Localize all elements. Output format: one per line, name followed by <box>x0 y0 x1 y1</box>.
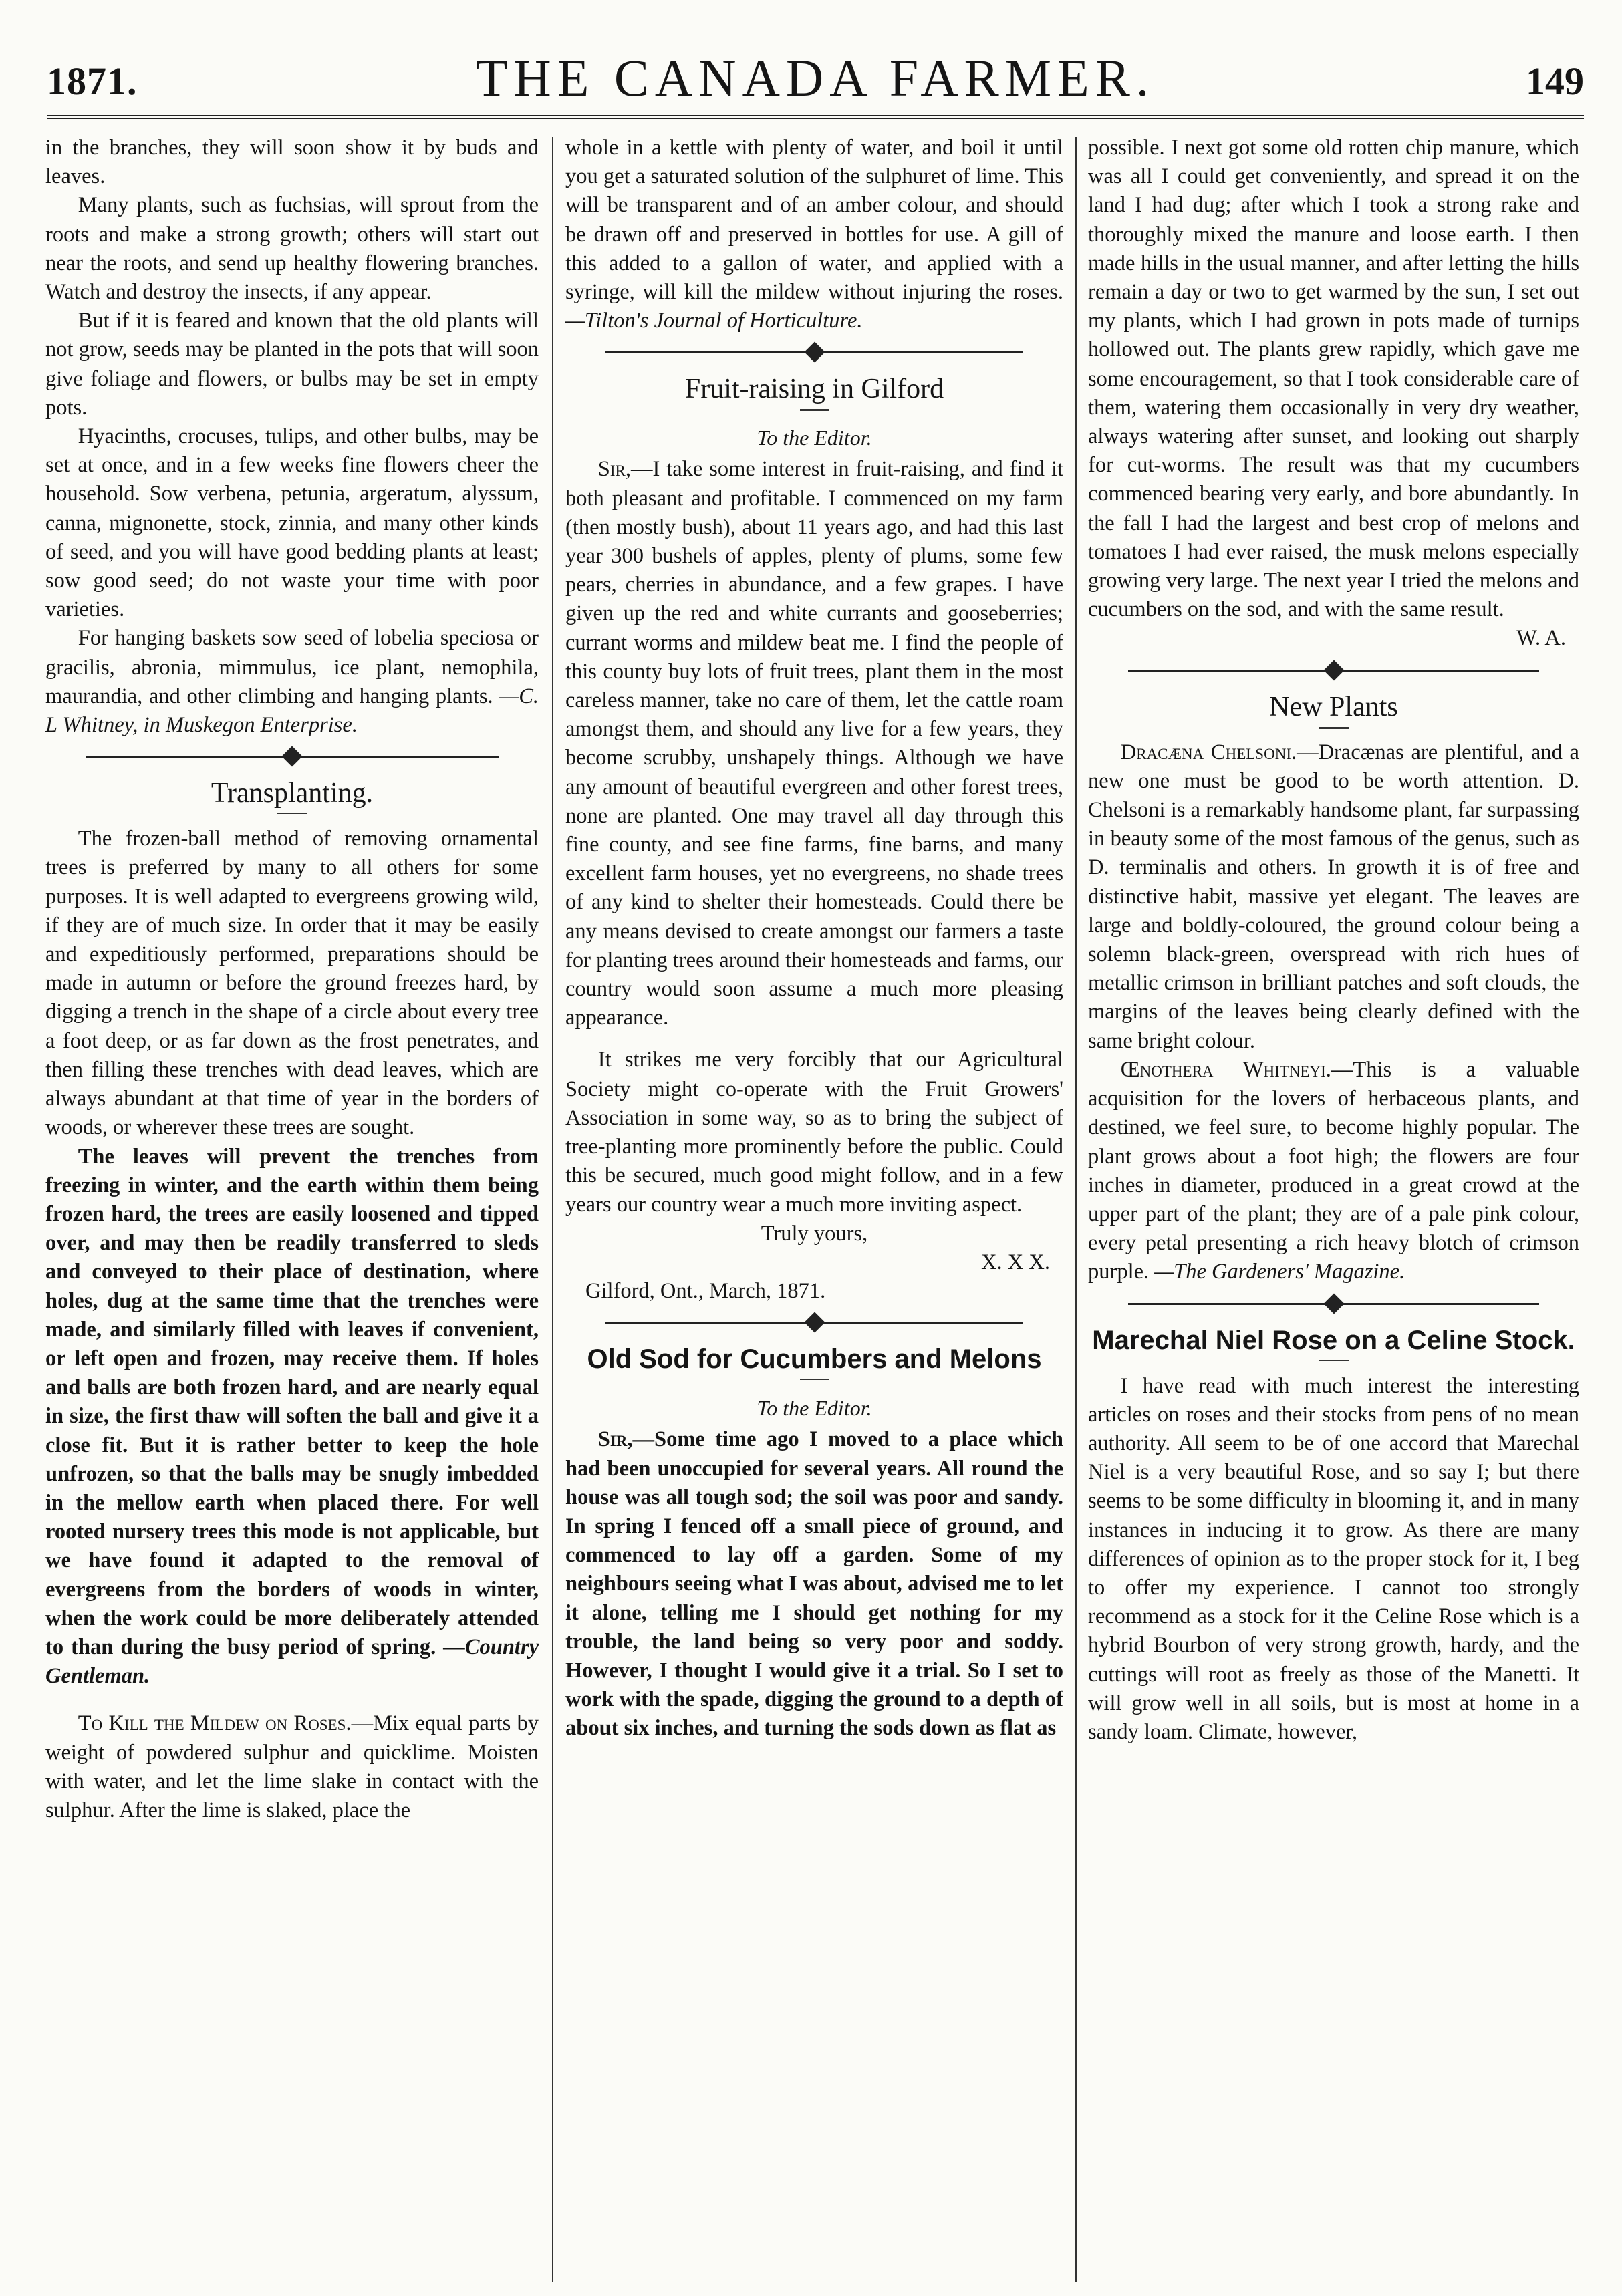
paragraph <box>565 134 1063 335</box>
byline: To the Editor. <box>757 426 872 450</box>
paragraph <box>1088 1056 1579 1287</box>
heading-rule <box>800 409 829 411</box>
source-credit: —Tilton's Journal of Horticulture. <box>565 309 863 333</box>
article-heading: Old Sod for Cucumbers and Melons <box>587 1344 1042 1375</box>
paragraph: But if it is feared and known that the old plants will not grow, seeds may be planted in the pots that will soon give foliage and flowers, or bulbs may be set in empty pots. <box>45 309 539 420</box>
paragraph-text: —Mix equal parts by weight of powdered sulphur and quicklime. Moisten with water, and let the lime slake in contact with the sulphur. After the lime is slaked, place the <box>45 1711 539 1822</box>
paragraph: Many plants, such as fuchsias, will sprout from the roots and make a strong growth; others will start out near the roots, and send up healthy flowering branches. Watch and destroy the insects, if any appear. <box>45 193 539 305</box>
source-credit: —The Gardeners' Magazine. <box>1154 1260 1405 1284</box>
paragraph-lead: To Kill the Mildew on Roses. <box>78 1711 352 1736</box>
heading-rule <box>1319 727 1349 729</box>
paragraph: The frozen-ball method of removing ornamental trees is preferred by many to all others for some purposes. It is well adapted to evergreens growing wild, if they are of much size. In order that it may be easily and expeditiously performed, preparations should be made in autumn or before the ground freezes hard, by digging a trench in the shape of a circle about every tree a foot deep, or as far down as the frost penetrates, and then filling these trenches with dead leaves, which are always abundant at that time of year in the borders of woods, or wherever these trees are sought. <box>45 827 539 1140</box>
paragraph <box>45 1709 539 1825</box>
header-rule <box>47 115 1584 119</box>
article-heading: Fruit-raising in Gilford <box>684 374 944 405</box>
paragraph: possible. I next got some old rotten chip manure, which was all I could get conveniently, and spread it on the land I had dug; after which I took a strong rake and thoroughly mixed the manure and loose earth. I then made hills in the usual manner, and after letting the hills remain a day or two to get warmed by the sun, I set out my plants, which I had grown in pots made of turnips hollowed out. The plants grew rapidly, which gave me some encouragement, so that I took considerable care of them, watering them occasionally in very dry weather, always watering after sunset, and looking out sharply for cut-worms. The result was that my cucumbers commenced bearing very early, and bore abundantly. In the fall I had the largest and best crop of melons and tomatoes I had ever raised, the musk melons especially growing very large. The next year I tried the melons and cucumbers on the sod, and with the same result. <box>1088 136 1579 622</box>
paragraph-text: —I take some interest in fruit-raising, and find it both pleasant and profitable. I commenced on my farm (then mostly bush), about 11 years ago, and had this last year 300 bushels of apples, plenty of plums, some few pears, cherries in abundance, and a few grapes. I have given up the red and white currants and gooseberries; currant worms and mildew beat me. I find the people of this county buy lots of fruit trees, plant them in the most careless manner, take no care of them, let the cattle roam amongst them, and should any live for a few years, they become scrubby, unshapely things. Although we have any amount of beautiful evergreen and other forest trees, none are planted. One may travel all day through this fine county, and see fine farms, fine barns, and many excellent farm houses, yet no evergreens, no shade trees of any kind to shelter their homesteads. Could there be any means devised to create amongst our farmers a taste for planting trees around their homesteads and farms, our country would soon assume a much more pleasing appearance. <box>565 457 1063 1030</box>
masthead-title: THE CANADA FARMER. <box>475 49 1156 107</box>
paragraph-text: —This is a valuable acquisition for the lovers of herbaceous plants, and destined, we feel sure, to become highly popular. The plant grows about a foot high; the flowers are four inches in diameter, produced in a great crowd at the upper part of the plant; they are of a pale pink colour, every petal presenting a rich heavy blotch of crimson purple. <box>1088 1057 1579 1284</box>
column-divider <box>1075 137 1077 2282</box>
section-ornament <box>1128 659 1539 683</box>
source-credit: —C. L Whitney, in Muskegon Enterprise. <box>45 684 539 738</box>
heading-rule <box>1319 1360 1349 1362</box>
article-heading: Marechal Niel Rose on a Celine Stock. <box>1092 1325 1575 1355</box>
column-divider <box>552 137 553 2282</box>
heading-rule <box>277 813 307 815</box>
paragraph-text: —Dracænas are plentiful, and a new one must be good to be worth attention. D. Chelsoni is a remarkably handsome plant, far surpassing in beauty some of the most famous of the genus, such as D. terminalis and others. In growth it is of free and distinctive habit, massive yet elegant. The leaves are large and boldly-coloured, the ground colour being a solemn black-green, overspread with rich hues of metallic crimson in brilliant patches and soft clouds, the margins of the leaves being clearly defined with the same bright colour. <box>1088 740 1579 1053</box>
heading-rule <box>800 1379 829 1381</box>
signature: W. A. <box>1516 626 1566 651</box>
section-ornament <box>605 341 1023 365</box>
paragraph-lead: Sir, <box>597 1427 633 1452</box>
column-3 <box>1088 134 1579 2282</box>
paragraph <box>45 624 539 740</box>
page-number: 149 <box>1526 59 1584 103</box>
paragraph-lead: Sir, <box>597 457 631 482</box>
paragraph-lead: Dracæna Chelsoni. <box>1120 740 1297 764</box>
paragraph-text: For hanging baskets sow seed of lobelia speciosa or gracilis, abronia, mimmulus, ice plant, nemophila, maurandia, and other climbing and hanging plants. <box>45 626 539 708</box>
section-ornament <box>605 1311 1023 1335</box>
paragraph-lead: Œnothera Whitneyi. <box>1120 1057 1331 1082</box>
paragraph <box>45 1143 539 1691</box>
section-ornament <box>1128 1292 1539 1316</box>
article-heading: Transplanting. <box>211 778 374 809</box>
article-heading: New Plants <box>1269 691 1398 722</box>
paragraph-text: whole in a kettle with plenty of water, and boil it until you get a saturated solution of the sulphuret of lime. This will be transparent and of an amber colour, and should be drawn off and preserved in bottles for use. A gill of this added to a gallon of water, and applied with a syringe, will kill the mildew without injuring the roses. <box>565 136 1063 305</box>
page-header <box>47 40 1584 114</box>
dateline: Gilford, Ont., March, 1871. <box>585 1279 826 1304</box>
signature: X. X X. <box>981 1250 1050 1274</box>
paragraph-text: The leaves will prevent the trenches from freezing in winter, and the earth within them being frozen hard, the trees are easily loosened and tipped over, and may then be readily transferred to sleds and conveyed to their place of destination, where holes, dug at the same time that the trenches were made, and similarly filled with leaves if convenient, or left open and frozen, may receive them. If holes and balls are both frozen hard, and are nearly equal in size, the first thaw will soften the ball and give it a close fit. But it is rather better to keep the hole unfrozen, so that the balls may be snugly imbedded in the mellow earth when placed there. For well rooted nursery trees this mode is not applicable, but we have found it adapted to the removal of evergreens from the borders of woods in winter, when the work could be more deliberately attended to than during the busy period of spring. <box>45 1144 539 1659</box>
paragraph: in the branches, they will soon show it by buds and leaves. <box>45 136 539 189</box>
paragraph <box>565 1425 1063 1743</box>
paragraph <box>1088 738 1579 1056</box>
paragraph-text: —Some time ago I moved to a place which had been unoccupied for several years. All round the house was all tough sod; the soil was poor and sandy. In spring I fenced off a small piece of ground, and commenced to lay off a garden. Some of my neighbours seeing what I was about, advised me to let it alone, telling me I should get nothing for my trouble, the land being so very poor and soddy. However, I thought I would give it a trial. So I set to work with the spade, digging the ground to a depth of about six inches, and turning the sods down as flat as <box>565 1427 1063 1741</box>
column-1 <box>45 134 539 2282</box>
header-year: 1871. <box>47 59 138 103</box>
section-ornament <box>86 745 499 769</box>
column-2 <box>565 134 1063 2282</box>
closing: Truly yours, <box>761 1221 868 1246</box>
paragraph <box>565 455 1063 1032</box>
paragraph: Hyacinths, crocuses, tulips, and other bulbs, may be set at once, and in a few weeks fine flowers cheer the household. Sow verbena, petunia, argeratum, alyssum, canna, mignonette, stock, zinnia, and many other kinds of seed, and you will have good bedding plants at least; sow good seed; do not waste your time with poor varieties. <box>45 424 539 622</box>
paragraph: I have read with much interest the interesting articles on roses and their stocks from pens of no mean authority. All seem to be of one accord that Marechal Niel is a very beautiful Rose, and so say I; but there seems to be some difficulty in blooming it, and in many instances in inducing it to grow. As there are many differences of opinion as to the proper stock for it, I beg to offer my experience. I cannot too strongly recommend as a stock for it the Celine Rose which is a hybrid Bourbon of very strong growth, hardy, and the cuttings will root as freely as those of the Manetti. It will grow well in all soils, but is most at home in a sandy loam. Climate, however, <box>1088 1373 1579 1744</box>
source-credit: —Country Gentleman. <box>45 1634 539 1689</box>
byline: To the Editor. <box>757 1396 872 1421</box>
paragraph: It strikes me very forcibly that our Agricultural Society might co-operate with the Fruit Growers' Association in some way, so as to bring the subject of tree-planting more prominently before the public. Could this be secured, much good might follow, and in a few years our country wear a much more inviting aspect. <box>565 1048 1063 1217</box>
